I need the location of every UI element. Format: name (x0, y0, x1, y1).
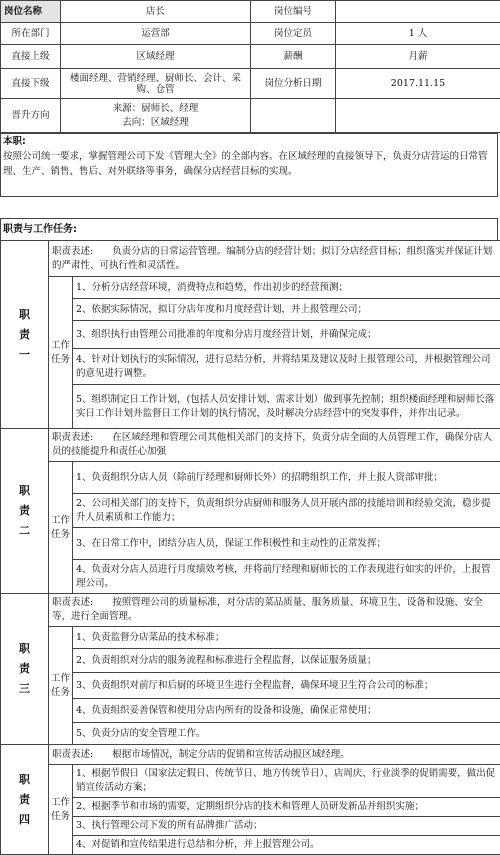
duty-2-item: 1、负责组织分店人员（除前厅经理和厨师长外）的招聘组织工作，并上报人资部审批； (73, 462, 500, 494)
superior-label: 直接上级 (1, 45, 61, 69)
duty-4-item: 3、执行管理公司下发的所有品牌推广活动； (73, 817, 500, 836)
duty-2-item: 4、负责对分店人员进行月度绩效考核，并将前厅经理和厨师长的工作表现进行如实的评价，上报管理公司。 (73, 560, 500, 594)
duty-3-item: 3、负责组织对前厅和后厨的环境卫生进行全程监督，确保环境卫生符合公司的标准； (73, 673, 500, 699)
duty-3-task-label: 工作 任务 (49, 627, 73, 745)
analysis-date-label: 岗位分析日期 (251, 69, 336, 99)
duties-title: 职责与工作任务: (0, 218, 498, 240)
duty-3-item: 5、负责分店的安全管理工作。 (73, 723, 500, 745)
duty-2-item: 3、在日常工作中，团结分店人员，保证工作积极性和主动性的正常发挥； (73, 528, 500, 560)
salary-value: 月薪 (336, 45, 500, 69)
summary-title: 本职: (3, 134, 495, 149)
department-label: 所在部门 (1, 23, 61, 45)
duty-4-item: 2、根据季节和市场的需要，定期组织分店的技术和管理人员研发新品并组织实施； (73, 798, 500, 817)
duty-3-item: 1、负责监督分店菜品的技术标准； (73, 627, 500, 649)
position-name-value: 店长 (61, 1, 251, 23)
duty-2-task-label: 工作 任务 (49, 462, 73, 594)
superior-value: 区域经理 (61, 45, 251, 69)
subordinate-label: 直接下级 (1, 69, 61, 99)
promotion-from: 来源：厨师长、经理 (61, 102, 250, 116)
duty-4-item: 1、根据节假日（国家法定假日、传统节日、地方传统节日）、店周庆、行业淡季的促销需要，做出促销宣传活动方案； (73, 765, 500, 798)
duty-1-description: 职责表述: 负责分店的日常运营管理。编制分店的经营计划；拟订分店经营目标；组织落实并保证计划的严肃性、可执行性和灵活性。 (49, 241, 500, 277)
duty-1-item: 1、分析分店经营环境，消费特点和趋势，作出初步的经营预测； (73, 277, 500, 299)
empty-cell (336, 99, 500, 133)
duty-1-item: 3、组织执行由管理公司批准的年度和分店月度经营计划，并确保完成； (73, 321, 500, 349)
empty-cell (251, 99, 336, 133)
duty-1-item: 2、依据实际情况，拟订分店年度和月度经营计划，并上报管理公司； (73, 299, 500, 321)
department-value: 运营部 (61, 23, 251, 45)
promotion-value (61, 99, 251, 133)
duty-4-description: 职责表述: 根据市场情况，制定分店的促销和宣传活动报区域经理。 (49, 745, 500, 765)
headcount-value: 1 人 (336, 23, 500, 45)
promotion-label: 晋升方向 (1, 99, 61, 133)
duty-2-description: 职责表述: 在区域经理和管理公司其他相关部门的支持下，负责分店全面的人员管理工作，确保分店人员的技能提升和责任心加强 (49, 429, 500, 462)
duty-1-task-label: 工作 任务 (49, 277, 73, 429)
subordinate-value: 楼面经理、营销经理、厨师长、会计、采购、仓管 (61, 69, 251, 99)
duty-1-item: 4、针对计划执行的实际情况，进行总结分析，并将结果及建议及时上报管理公司，并根据管理公司的意见进行调整。 (73, 349, 500, 385)
position-code-value (336, 1, 500, 23)
duty-1-name: 职 责 一 (1, 241, 49, 429)
duty-3-description: 职责表述: 按照管理公司的质量标准，对分店的菜品质量、服务质量、环境卫生、设备和设施、安全等，进行全面管理。 (49, 594, 500, 627)
job-summary (0, 133, 498, 197)
duty-3-item: 2、负责组织对分店的服务流程和标准进行全程监督，以保证服务质量； (73, 649, 500, 673)
duties-table (0, 240, 500, 855)
duty-3-name: 职 责 三 (1, 594, 49, 745)
position-name-label: 岗位名称 (1, 1, 61, 23)
headcount-label: 岗位定员 (251, 23, 336, 45)
duty-1-item: 5、组织制定日工作计划，(包括人员安排计划、需求计划）做到事先控制；组织楼面经理和厨师长落实日工作计划并监督日工作计划的执行情况，及时解决分店经营中的突发事件，并作出记录。 (73, 385, 500, 429)
duty-4-item: 4、对促销和宣传结果进行总结和分析，并上报管理公司。 (73, 836, 500, 855)
duty-4-task-label: 工作 任务 (49, 765, 73, 855)
duty-2-name: 职 责 二 (1, 429, 49, 594)
duty-4-name: 职 责 四 (1, 745, 49, 855)
position-info-table (0, 0, 500, 133)
duty-3-item: 4、负责组织妥善保管和使用分店内所有的设备和设施，确保正常使用； (73, 699, 500, 723)
duty-2-item: 2、公司相关部门的支持下，负责组织分店厨师和服务人员开展内部的技能培训和经验交流，稳步提升人员素质和工作能力； (73, 494, 500, 528)
salary-label: 薪酬 (251, 45, 336, 69)
promotion-to: 去向：区域经理 (61, 116, 250, 130)
position-code-label: 岗位编号 (251, 1, 336, 23)
analysis-date-value: 2017.11.15 (336, 69, 500, 99)
summary-text: 按照公司统一要求，掌握管理公司下发《管理大全》的全部内容。在区域经理的直接领导下，负责分店营运的日常管理、生产、销售、售后、对外联络等事务，确保分店经营目标的实现。 (3, 149, 495, 179)
